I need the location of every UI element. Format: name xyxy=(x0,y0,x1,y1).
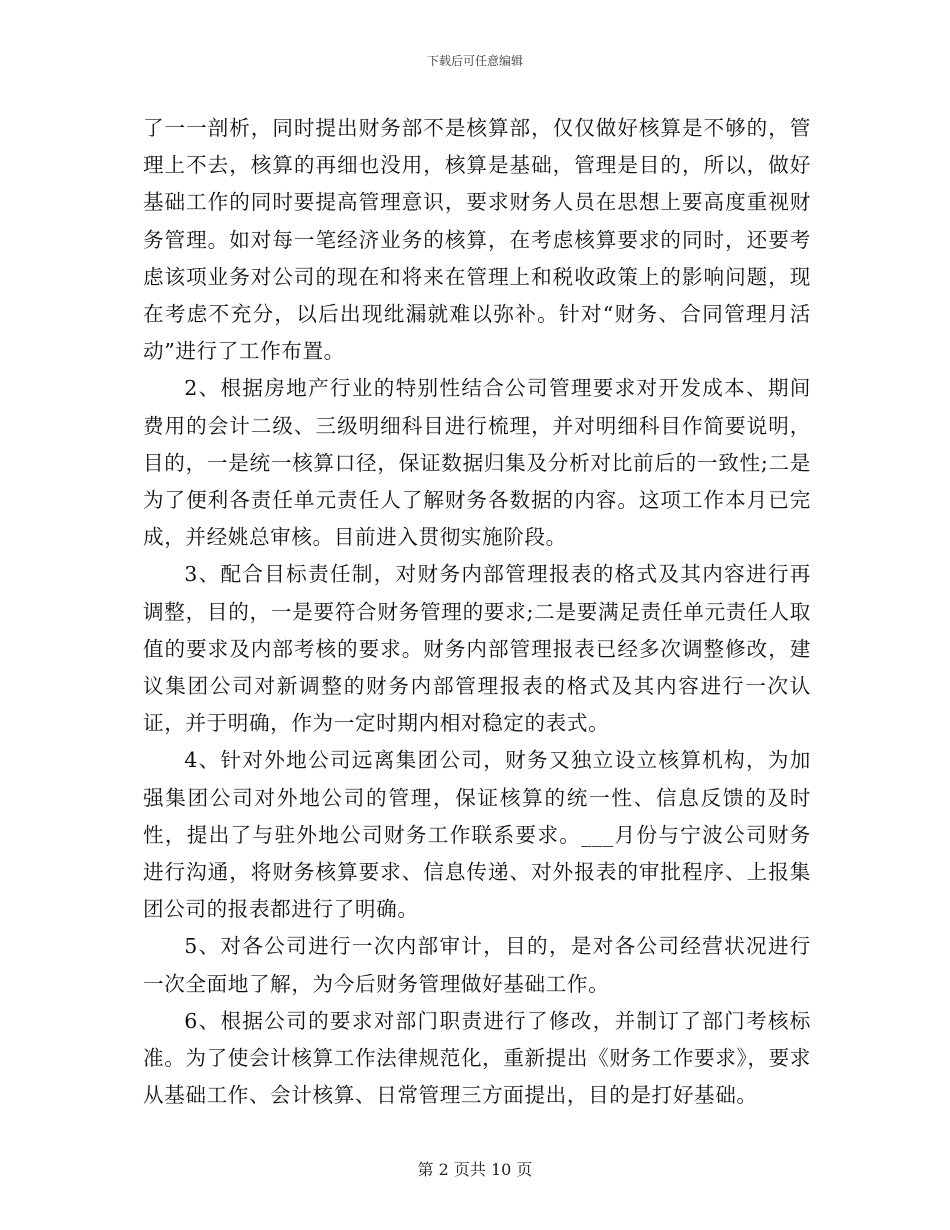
page-number: 第 2 页共 10 页 xyxy=(417,1160,533,1179)
paragraph-item-5: 5、对各公司进行一次内部审计，目的，是对各公司经营状况进行一次全面地了解，为今后财务管理做好基础工作。 xyxy=(143,934,811,996)
paragraph-item-3: 3、配合目标责任制，对财务内部管理报表的格式及其内容进行再调整，目的，一是要符合财务管理的要求;二是要满足责任单元责任人取值的要求及内部考核的要求。财务内部管理报表已经多次调整修改，建议集团公司对新调整的财务内部管理报表的格式及其内容进行一次认证，并于明确，作为一定时期内相对稳定的表式。 xyxy=(143,562,811,736)
paragraph-item-4: 4、针对外地公司远离集团公司，财务又独立设立核算机构，为加强集团公司对外地公司的管理，保证核算的统一性、信息反馈的及时性，提出了与驻外地公司财务工作联系要求。___月份与宁波公司财务进行沟通，将财务核算要求、信息传递、对外报表的审批程序、上报集团公司的报表都进行了明确。 xyxy=(143,748,811,922)
page-header: 下载后可任意编辑 xyxy=(426,54,523,68)
paragraph-item-2: 2、根据房地产行业的特别性结合公司管理要求对开发成本、期间费用的会计二级、三级明细科目进行梳理，并对明细科目作简要说明，目的，一是统一核算口径，保证数据归集及分析对比前后的一致性;二是为了便利各责任单元责任人了解财务各数据的内容。这项工作本月已完成，并经姚总审核。目前进入贯彻实施阶段。 xyxy=(143,376,811,550)
document-body xyxy=(143,110,811,1114)
paragraph-item-6: 6、根据公司的要求对部门职责进行了修改，并制订了部门考核标准。为了使会计核算工作法律规范化，重新提出《财务工作要求》，要求从基础工作、会计核算、日常管理三方面提出，目的是打好基础。 xyxy=(143,1008,811,1108)
paragraph-continuation: 了一一剖析，同时提出财务部不是核算部，仅仅做好核算是不够的，管理上不去，核算的再细也没用，核算是基础，管理是目的，所以，做好基础工作的同时要提高管理意识，要求财务人员在思想上要高度重视财务管理。如对每一笔经济业务的核算，在考虑核算要求的同时，还要考虑该项业务对公司的现在和将来在管理上和税收政策上的影响问题，现在考虑不充分，以后出现纰漏就难以弥补。针对“财务、合同管理月活动”进行了工作布置。 xyxy=(143,116,811,364)
